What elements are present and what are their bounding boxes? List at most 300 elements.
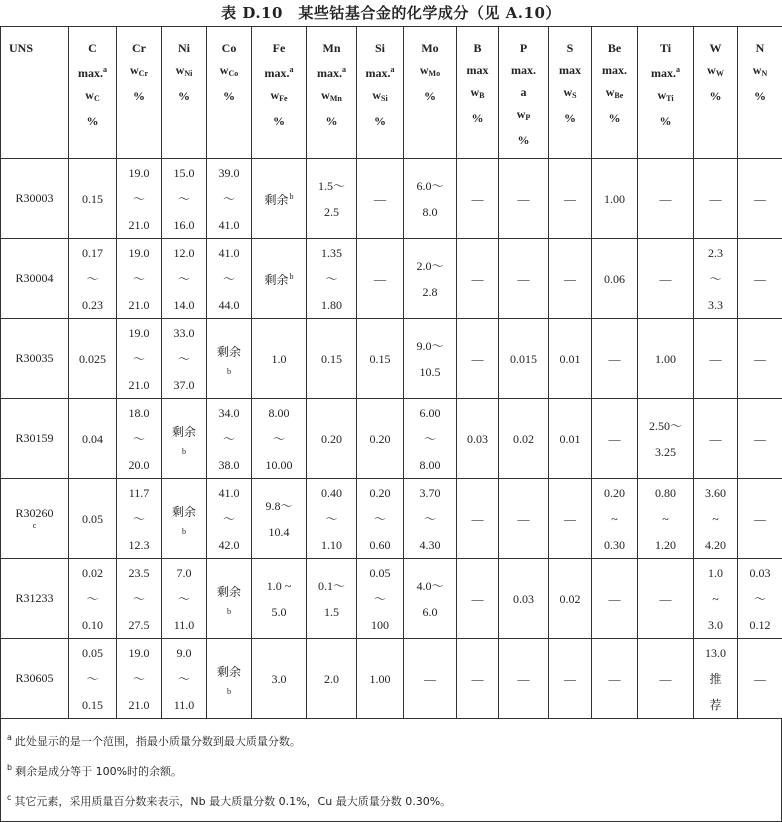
- value-cell: [117, 399, 162, 479]
- value-line: ～: [162, 186, 206, 212]
- value-line: —: [738, 506, 782, 532]
- value-cell: [117, 639, 162, 719]
- value-cell: [694, 399, 738, 479]
- value-line: 8.0: [404, 199, 456, 225]
- value-line: ～: [207, 426, 251, 452]
- value-cell: [69, 559, 117, 639]
- value-line: ～: [404, 426, 456, 452]
- value-line: —: [738, 666, 782, 692]
- table-row: [1, 559, 782, 639]
- value-cell: [592, 639, 638, 719]
- table-row: [1, 639, 782, 719]
- header-line: %: [357, 110, 403, 132]
- header-symbol: B: [457, 37, 498, 59]
- value-cell: [69, 639, 117, 719]
- value-line: 剩余: [207, 579, 251, 605]
- value-line: —: [457, 666, 498, 692]
- header-cr: [117, 27, 162, 159]
- header-line: $w_P$: [499, 103, 548, 129]
- value-cell: [357, 319, 404, 399]
- value-line: 4.0～: [404, 573, 456, 599]
- value-line: 38.0: [207, 452, 251, 478]
- header-line: %: [162, 85, 206, 107]
- header-symbol: W: [694, 37, 737, 59]
- value-line: ～: [117, 426, 161, 452]
- value-line: 19.0: [117, 160, 161, 186]
- value-cell: [457, 319, 499, 399]
- value-line: ～: [357, 506, 403, 532]
- value-line: ～: [162, 346, 206, 372]
- value-cell: [252, 639, 307, 719]
- value-line: 0.025: [69, 346, 116, 372]
- footnote: [1, 755, 781, 785]
- uns-cell: [1, 239, 69, 319]
- uns-code: R30035: [15, 351, 53, 365]
- value-cell: [252, 319, 307, 399]
- value-line: 4.30: [404, 532, 456, 558]
- header-line: %: [207, 85, 251, 107]
- value-line: 3.25: [638, 439, 693, 465]
- value-cell: [549, 399, 592, 479]
- value-cell: [499, 159, 549, 239]
- value-line: ～: [207, 266, 251, 292]
- value-line: 0.02: [499, 426, 548, 452]
- value-cell: [69, 319, 117, 399]
- value-line: 2.3: [694, 240, 737, 266]
- value-line: b: [207, 605, 251, 619]
- value-cell: [307, 559, 357, 639]
- value-line: 37.0: [162, 372, 206, 398]
- value-cell: [357, 159, 404, 239]
- header-line: max.$^a$: [69, 59, 116, 84]
- value-line: ～: [117, 266, 161, 292]
- value-line: 0.01: [549, 426, 591, 452]
- value-cell: [117, 479, 162, 559]
- value-cell: [69, 399, 117, 479]
- value-line: 18.0: [117, 400, 161, 426]
- value-cell: [404, 479, 457, 559]
- value-cell: [252, 159, 307, 239]
- header-symbol: N: [738, 37, 782, 59]
- value-cell: [357, 479, 404, 559]
- header-symbol: Cr: [117, 37, 161, 59]
- value-line: 剩余: [207, 339, 251, 365]
- value-line: 0.05: [69, 640, 116, 666]
- value-line: 10.00: [252, 452, 306, 478]
- value-line: 0.05: [69, 506, 116, 532]
- value-line: 0.15: [69, 186, 116, 212]
- header-subscript: B: [479, 91, 484, 100]
- value-superscript: b: [290, 192, 294, 201]
- value-line: 1.00: [357, 666, 403, 692]
- value-cell: [207, 559, 252, 639]
- header-c: [69, 27, 117, 159]
- header-subscript: Fe: [279, 94, 287, 103]
- value-cell: [252, 479, 307, 559]
- value-line: ~: [694, 586, 737, 612]
- uns-code: R31233: [15, 591, 53, 605]
- value-cell: [404, 559, 457, 639]
- header-superscript: a: [391, 65, 395, 74]
- value-cell: [549, 479, 592, 559]
- value-cell: [252, 559, 307, 639]
- value-cell: [638, 399, 694, 479]
- value-line: —: [694, 346, 737, 372]
- value-line: 5.0: [252, 599, 306, 625]
- value-line: 剩余: [162, 419, 206, 445]
- value-line: 0.10: [69, 612, 116, 638]
- value-cell: [307, 239, 357, 319]
- value-cell: [549, 639, 592, 719]
- value-cell: [592, 559, 638, 639]
- value-line: 13.0: [694, 640, 737, 666]
- header-subscript: Co: [228, 69, 238, 78]
- value-line: ～: [207, 506, 251, 532]
- header-subscript: N: [761, 69, 767, 78]
- header-subscript: Si: [381, 94, 388, 103]
- value-cell: [457, 639, 499, 719]
- value-cell: [69, 479, 117, 559]
- value-line: —: [457, 506, 498, 532]
- value-line: ～: [357, 586, 403, 612]
- table-row: [1, 479, 782, 559]
- header-line: max: [457, 59, 498, 81]
- value-line: 1.00: [592, 186, 637, 212]
- value-line: 21.0: [117, 372, 161, 398]
- value-line: —: [738, 426, 782, 452]
- value-line: 0.20: [357, 426, 403, 452]
- value-line: 0.01: [549, 346, 591, 372]
- value-line: 11.0: [162, 692, 206, 718]
- value-cell: [307, 159, 357, 239]
- value-line: 20.0: [117, 452, 161, 478]
- footnote: [1, 785, 781, 815]
- header-subscript: Ni: [184, 69, 192, 78]
- footnote-text: 剩余是成分等于 100%时的余额。: [15, 765, 182, 778]
- header-ti: [638, 27, 694, 159]
- uns-code: R30260: [15, 506, 53, 520]
- value-cell: [457, 159, 499, 239]
- value-line: 0.30: [592, 532, 637, 558]
- value-cell: [457, 559, 499, 639]
- value-line: 23.5: [117, 560, 161, 586]
- header-symbol: Be: [592, 37, 637, 59]
- value-line: —: [738, 186, 782, 212]
- value-line: —: [499, 186, 548, 212]
- header-symbol: P: [499, 37, 548, 59]
- value-line: —: [549, 266, 591, 292]
- value-line: —: [592, 666, 637, 692]
- header-line: %: [738, 85, 782, 107]
- value-cell: [738, 559, 782, 639]
- value-line: 41.0: [207, 240, 251, 266]
- header-line: %: [307, 110, 356, 132]
- value-cell: [592, 399, 638, 479]
- value-line: 19.0: [117, 320, 161, 346]
- value-cell: [549, 559, 592, 639]
- value-cell: [499, 239, 549, 319]
- value-line: 0.20: [357, 480, 403, 506]
- value-line: ～: [117, 346, 161, 372]
- value-line: ~: [638, 506, 693, 532]
- value-line: ～: [117, 506, 161, 532]
- value-line: 19.0: [117, 640, 161, 666]
- value-line: 11.7: [117, 480, 161, 506]
- value-line: ～: [117, 666, 161, 692]
- value-cell: [592, 159, 638, 239]
- value-cell: [738, 479, 782, 559]
- header-subscript: Mn: [330, 94, 342, 103]
- footnotes: [0, 719, 782, 822]
- value-line: —: [357, 186, 403, 212]
- header-line: %: [69, 110, 116, 132]
- value-cell: [404, 239, 457, 319]
- value-line: ～: [117, 186, 161, 212]
- value-cell: [738, 639, 782, 719]
- header-line: max.$^a$: [638, 59, 693, 84]
- value-cell: [549, 239, 592, 319]
- value-line: 0.03: [738, 560, 782, 586]
- value-line: ～: [162, 266, 206, 292]
- header-line: %: [549, 107, 591, 129]
- value-line: 41.0: [207, 212, 251, 238]
- value-cell: [357, 559, 404, 639]
- header-line: max.$^a$: [252, 59, 306, 84]
- value-cell: [162, 479, 207, 559]
- value-line: 1.5～: [307, 173, 356, 199]
- value-cell: [638, 319, 694, 399]
- header-line: max.: [592, 59, 637, 81]
- header-superscript: a: [676, 65, 680, 74]
- header-subscript: Ti: [666, 94, 673, 103]
- header-co: [207, 27, 252, 159]
- header-line: %: [499, 129, 548, 151]
- header-n: [738, 27, 782, 159]
- value-cell: [117, 239, 162, 319]
- uns-cell: [1, 639, 69, 719]
- value-line: —: [549, 666, 591, 692]
- footnote: [1, 725, 781, 755]
- value-line: 0.15: [357, 346, 403, 372]
- value-cell: [404, 399, 457, 479]
- header-line: $w_B$: [457, 81, 498, 107]
- value-line: 4.20: [694, 532, 737, 558]
- value-line: —: [404, 666, 456, 692]
- table-row: [1, 159, 782, 239]
- value-cell: [499, 399, 549, 479]
- header-mo: [404, 27, 457, 159]
- header-subscript: S: [572, 91, 576, 100]
- value-line: 2.0: [307, 666, 356, 692]
- value-cell: [549, 159, 592, 239]
- header-si: [357, 27, 404, 159]
- value-cell: [69, 159, 117, 239]
- value-line: 44.0: [207, 292, 251, 318]
- header-symbol: Ni: [162, 37, 206, 59]
- header-symbol: C: [69, 37, 116, 59]
- header-line: $w_W$: [694, 59, 737, 85]
- value-line: 12.0: [162, 240, 206, 266]
- value-line: 荐: [694, 692, 737, 718]
- footnote-text: 此处显示的是一个范围，指最小质量分数到最大质量分数。: [15, 735, 301, 748]
- value-cell: [117, 559, 162, 639]
- header-superscript: a: [342, 65, 346, 74]
- header-fe: [252, 27, 307, 159]
- header-line: $w_S$: [549, 81, 591, 107]
- value-line: b: [207, 365, 251, 379]
- value-line: 6.0: [404, 599, 456, 625]
- header-line: $w_{Si}$: [357, 84, 403, 110]
- header-line: $w_{Mn}$: [307, 84, 356, 110]
- value-line: —: [457, 346, 498, 372]
- header-superscript: a: [290, 65, 294, 74]
- value-cell: [252, 239, 307, 319]
- footnote-mark: a: [7, 733, 12, 742]
- header-line: %: [592, 107, 637, 129]
- value-line: 19.0: [117, 240, 161, 266]
- value-cell: [638, 479, 694, 559]
- value-cell: [499, 559, 549, 639]
- value-cell: [307, 479, 357, 559]
- header-line: %: [457, 107, 498, 129]
- value-line: 0.015: [499, 346, 548, 372]
- value-cell: [457, 479, 499, 559]
- value-line: 0.05: [357, 560, 403, 586]
- value-cell: [592, 319, 638, 399]
- value-line: 2.8: [404, 279, 456, 305]
- value-line: 14.0: [162, 292, 206, 318]
- header-line: %: [404, 85, 456, 107]
- header-line: %: [638, 110, 693, 132]
- value-line: 1.0: [252, 346, 306, 372]
- value-line: —: [549, 506, 591, 532]
- value-line: 9.8～: [252, 493, 306, 519]
- uns-cell: [1, 319, 69, 399]
- value-line: 2.5: [307, 199, 356, 225]
- uns-code: R30004: [15, 271, 53, 285]
- header-line: $w_{Ni}$: [162, 59, 206, 85]
- value-cell: [252, 399, 307, 479]
- table-title: 表 D.10 某些钴基合金的化学成分（见 A.10）: [0, 0, 782, 26]
- value-line: 42.0: [207, 532, 251, 558]
- value-superscript: b: [290, 272, 294, 281]
- header-line: max.: [499, 59, 548, 81]
- value-line: ~: [694, 506, 737, 532]
- header-line: $w_{Ti}$: [638, 84, 693, 110]
- value-line: 3.60: [694, 480, 737, 506]
- value-line: ～: [404, 506, 456, 532]
- header-b: [457, 27, 499, 159]
- value-line: ～: [162, 586, 206, 612]
- value-line: 21.0: [117, 212, 161, 238]
- uns-cell: [1, 479, 69, 559]
- value-line: 1.35: [307, 240, 356, 266]
- table-row: [1, 239, 782, 319]
- value-line: 39.0: [207, 160, 251, 186]
- value-line: 1.00: [638, 346, 693, 372]
- header-symbol: Mn: [307, 37, 356, 59]
- value-line: 剩余: [162, 499, 206, 525]
- value-line: ～: [69, 666, 116, 692]
- header-w: [694, 27, 738, 159]
- value-line: 0.12: [738, 612, 782, 638]
- value-cell: [592, 479, 638, 559]
- value-line: ～: [252, 426, 306, 452]
- value-line: 8.00: [404, 452, 456, 478]
- value-cell: [207, 239, 252, 319]
- value-line: b: [162, 445, 206, 459]
- value-cell: [307, 639, 357, 719]
- value-line: 0.15: [307, 346, 356, 372]
- header-line: %: [117, 85, 161, 107]
- value-line: —: [694, 426, 737, 452]
- header-line: max.$^a$: [357, 59, 403, 84]
- table-row: [1, 399, 782, 479]
- header-symbol: Fe: [252, 37, 306, 59]
- uns-code: R30003: [15, 191, 53, 205]
- value-line: 33.0: [162, 320, 206, 346]
- value-line: —: [549, 186, 591, 212]
- composition-table: [0, 26, 782, 719]
- header-line: $w_{Fe}$: [252, 84, 306, 110]
- header-subscript: Be: [614, 91, 623, 100]
- value-line: 2.0～: [404, 253, 456, 279]
- value-line: ～: [307, 506, 356, 532]
- header-symbol: Co: [207, 37, 251, 59]
- header-subscript: Cr: [139, 69, 148, 78]
- value-line: ～: [69, 266, 116, 292]
- uns-code: R30159: [15, 431, 53, 445]
- value-line: —: [738, 266, 782, 292]
- value-line: —: [357, 266, 403, 292]
- value-line: 0.80: [638, 480, 693, 506]
- value-cell: [592, 239, 638, 319]
- header-line: max.$^a$: [307, 59, 356, 84]
- value-cell: [207, 159, 252, 239]
- value-cell: [162, 159, 207, 239]
- value-cell: [207, 639, 252, 719]
- header-subscript: C: [94, 94, 100, 103]
- value-line: 0.40: [307, 480, 356, 506]
- value-line: 剩余$^b$: [252, 184, 306, 213]
- value-line: 0.20: [307, 426, 356, 452]
- value-cell: [307, 399, 357, 479]
- header-line: $w_{Co}$: [207, 59, 251, 85]
- table-row: [1, 319, 782, 399]
- value-line: 0.15: [69, 692, 116, 718]
- value-cell: [404, 159, 457, 239]
- footnote-text: 其它元素，采用质量百分数来表示，Nb 最大质量分数 0.1%，Cu 最大质量分数 0.30%。: [14, 795, 451, 808]
- header-symbol: S: [549, 37, 591, 59]
- value-cell: [69, 239, 117, 319]
- value-line: 34.0: [207, 400, 251, 426]
- value-cell: [549, 319, 592, 399]
- value-line: 3.0: [694, 612, 737, 638]
- value-cell: [499, 639, 549, 719]
- value-cell: [499, 479, 549, 559]
- value-cell: [357, 639, 404, 719]
- value-line: 剩余$^b$: [252, 264, 306, 293]
- value-line: 9.0: [162, 640, 206, 666]
- header-subscript: P: [525, 113, 530, 122]
- value-line: 7.0: [162, 560, 206, 586]
- value-cell: [207, 399, 252, 479]
- header-line: $w_C$: [69, 84, 116, 110]
- value-cell: [638, 639, 694, 719]
- value-line: 1.5: [307, 599, 356, 625]
- value-cell: [162, 559, 207, 639]
- value-line: 0.60: [357, 532, 403, 558]
